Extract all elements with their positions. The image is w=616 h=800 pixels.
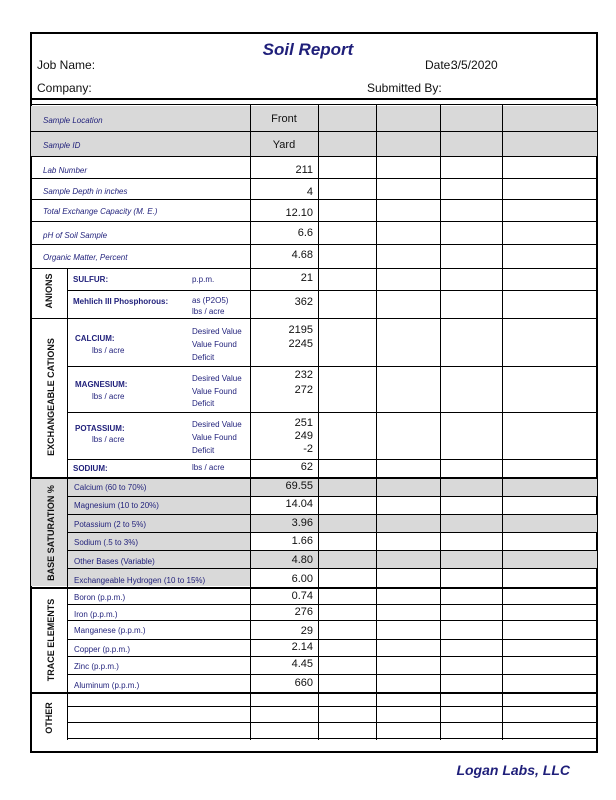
base-sat-value: 4.80: [291, 554, 313, 566]
magnesium-desired-label: Desired Value: [192, 374, 242, 383]
header-divider: [30, 98, 598, 100]
base-sat-value: 6.00: [291, 573, 313, 585]
grid-line: [67, 568, 598, 569]
grid-line: [67, 706, 598, 707]
grid-line: [67, 366, 598, 367]
potassium-unit: lbs / acre: [92, 435, 125, 444]
trace-label: Zinc (p.p.m.): [74, 662, 119, 671]
potassium-deficit-value: -2: [303, 443, 313, 455]
sample-location-value: Front: [271, 113, 297, 125]
sodium-value: 62: [300, 461, 313, 473]
base-saturation-section-label: BASE SATURATION %: [46, 485, 56, 581]
grid-line: [30, 477, 598, 479]
grid-line: [30, 244, 598, 245]
grid-line: [30, 221, 598, 222]
calcium-deficit-label: Deficit: [192, 353, 215, 362]
trace-value: 29: [300, 625, 313, 637]
calcium-found-value: 2245: [288, 338, 313, 350]
anions-section-label: ANIONS: [44, 273, 54, 309]
sample-location-label: Sample Location: [43, 116, 103, 125]
calcium-unit: lbs / acre: [92, 346, 125, 355]
grid-line: [67, 674, 598, 675]
sulfur-label: SULFUR:: [73, 275, 109, 284]
trace-label: Aluminum (p.p.m.): [74, 681, 140, 690]
sample-depth-label: Sample Depth in inches: [43, 187, 128, 196]
grid-line: [67, 656, 598, 657]
magnesium-found-label: Value Found: [192, 387, 237, 396]
trace-elements-section-label: TRACE ELEMENTS: [46, 598, 56, 682]
magnesium-label: MAGNESIUM:: [75, 380, 128, 389]
potassium-desired-value: 251: [294, 417, 313, 429]
grid-line: [67, 514, 598, 515]
ph-value: 6.6: [297, 227, 313, 239]
potassium-desired-label: Desired Value: [192, 420, 242, 429]
grid-line: [67, 268, 68, 740]
calcium-desired-value: 2195: [288, 324, 313, 336]
job-name-label: Job Name:: [37, 58, 96, 72]
grid-line: [67, 604, 598, 605]
grid-line: [67, 620, 598, 621]
sulfur-value: 21: [300, 272, 313, 284]
potassium-found-value: 249: [294, 430, 313, 442]
grid-line: [30, 268, 598, 269]
lab-number-value: 211: [295, 164, 313, 176]
sample-id-label: Sample ID: [43, 141, 81, 150]
grid-line: [67, 738, 598, 739]
base-sat-label: Potassium (2 to 5%): [74, 520, 147, 529]
calcium-label: CALCIUM:: [75, 334, 115, 343]
sample-id-value: Yard: [272, 139, 296, 151]
base-sat-value: 3.96: [291, 517, 313, 529]
base-sat-value: 69.55: [285, 480, 313, 492]
magnesium-found-value: 272: [294, 384, 313, 396]
magnesium-desired-value: 232: [294, 369, 313, 381]
base-sat-value: 14.04: [285, 498, 313, 510]
tec-value: 12.10: [285, 207, 313, 219]
grid-line: [67, 459, 598, 460]
base-sat-label: Calcium (60 to 70%): [74, 483, 147, 492]
sample-depth-value: 4: [306, 186, 313, 198]
base-sat-label: Magnesium (10 to 20%): [74, 501, 159, 510]
grid-line: [30, 131, 598, 132]
grid-line: [30, 318, 598, 319]
ph-label: pH of Soil Sample: [43, 231, 108, 240]
organic-label: Organic Matter, Percent: [43, 253, 128, 262]
trace-label: Iron (p.p.m.): [74, 610, 118, 619]
potassium-label: POTASSIUM:: [75, 424, 125, 433]
phosphorous-unit: as (P2O5): [192, 296, 229, 305]
grid-line: [67, 532, 598, 533]
lab-number-label: Lab Number: [43, 166, 88, 175]
trace-value: 4.45: [291, 658, 313, 670]
company-label: Company:: [37, 81, 92, 95]
grid-line: [67, 290, 598, 291]
date-value: 3/5/2020: [451, 58, 498, 72]
trace-label: Boron (p.p.m.): [74, 593, 126, 602]
grid-line: [67, 412, 598, 413]
date-label: Date:: [425, 58, 454, 72]
cations-section-label: EXCHANGEABLE CATIONS: [46, 338, 56, 456]
phosphorous-unit2: lbs / acre: [192, 307, 225, 316]
magnesium-unit: lbs / acre: [92, 392, 125, 401]
grid-line: [67, 639, 598, 640]
page-title: Soil Report: [262, 40, 354, 59]
submitted-by-label: Submitted By:: [367, 81, 442, 95]
sulfur-unit: p.p.m.: [192, 275, 215, 284]
calcium-desired-label: Desired Value: [192, 327, 242, 336]
grid-line: [30, 178, 598, 179]
other-section-label: OTHER: [44, 702, 54, 734]
footer-company: Logan Labs, LLC: [456, 762, 570, 778]
trace-value: 2.14: [291, 641, 313, 653]
trace-label: Manganese (p.p.m.): [74, 626, 146, 635]
grid-line: [30, 156, 598, 157]
trace-value: 0.74: [291, 590, 313, 602]
trace-value: 276: [294, 606, 313, 618]
trace-value: 660: [294, 677, 313, 689]
potassium-deficit-label: Deficit: [192, 446, 215, 455]
grid-line: [67, 496, 598, 497]
base-sat-value: 1.66: [291, 535, 313, 547]
organic-value: 4.68: [291, 249, 313, 261]
grid-line: [67, 550, 598, 551]
phosphorous-label: Mehlich III Phosphorous:: [73, 297, 169, 306]
phosphorous-value: 362: [294, 296, 313, 308]
tec-label: Total Exchange Capacity (M. E.): [43, 207, 158, 216]
grid-line: [30, 692, 598, 694]
grid-line: [67, 722, 598, 723]
sodium-unit: lbs / acre: [192, 463, 225, 472]
base-sat-label: Sodium (.5 to 3%): [74, 538, 139, 547]
calcium-found-label: Value Found: [192, 340, 237, 349]
base-sat-label: Other Bases (Variable): [74, 557, 155, 566]
grid-line: [30, 587, 598, 589]
grid-line: [30, 199, 598, 200]
trace-label: Copper (p.p.m.): [74, 645, 131, 654]
magnesium-deficit-label: Deficit: [192, 399, 215, 408]
table-top-line: [30, 104, 598, 105]
potassium-found-label: Value Found: [192, 433, 237, 442]
base-sat-label: Exchangeable Hydrogen (10 to 15%): [74, 576, 206, 585]
sodium-label: SODIUM:: [73, 464, 108, 473]
